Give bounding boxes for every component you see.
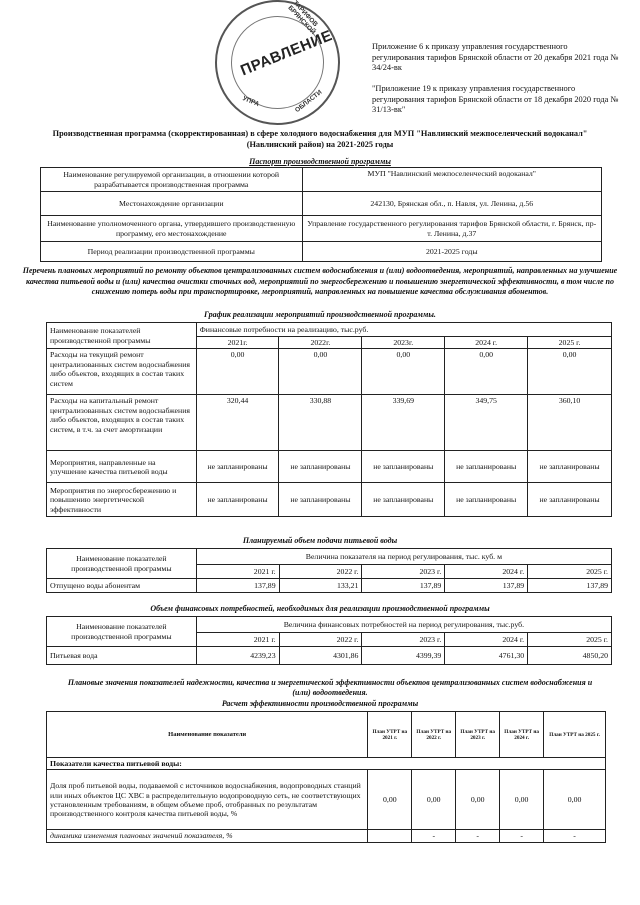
plan-header: План УТРТ на 2023 г. <box>456 712 500 758</box>
appendix-line-1: Приложение 6 к приказу управления государственного регулирования тарифов Брянской области от 20 декабря 2021 года № 34/24-вк <box>372 42 619 72</box>
cell-value: - <box>456 830 500 842</box>
year-header: 2025 г. <box>528 633 612 647</box>
cell-value: 137,89 <box>445 579 528 593</box>
indicators-table <box>46 711 606 843</box>
passport-row <box>41 216 602 242</box>
cell-value: - <box>544 830 606 842</box>
passport-value: 2021-2025 годы <box>302 242 601 262</box>
plan-header: План УТРТ на 2021 г. <box>368 712 412 758</box>
plan-header: План УТРТ на 2022 г. <box>412 712 456 758</box>
measures-header-row <box>47 323 612 337</box>
cell-value: 0,00 <box>528 349 612 395</box>
volume-group-label: Величина показателя на период регулирования, тыс. куб. м <box>196 549 611 565</box>
cell-value: 133,21 <box>279 579 362 593</box>
passport-heading <box>20 157 620 167</box>
table-row <box>47 451 612 483</box>
passport-value: МУП "Навлинский межпоселенческий водоканал" <box>302 168 601 192</box>
row-label: Мероприятия, направленные на улучшение качества питьевой воды <box>47 451 197 483</box>
cell-value: 137,89 <box>528 579 612 593</box>
finance-heading: Объем финансовых потребностей, необходимых для реализации производственной программы <box>150 604 490 613</box>
cell-value: 4239,23 <box>196 647 279 665</box>
appendix-line-2: "Приложение 19 к приказу управления государственного регулирования тарифов Брянской области от 18 декабря 2020 года № 31/13-вк" <box>372 84 619 114</box>
cell-value: не запланированы <box>528 451 612 483</box>
cell-value: не запланированы <box>362 451 445 483</box>
page-title: Производственная программа (скорректированная) в сфере холодного водоснабжения для МУП "Навлинский межпоселенческий водоканал" (Навлинский район) на 2021-2025 годы <box>52 129 588 149</box>
year-header: 2024 г. <box>445 633 528 647</box>
volume-col-label: Наименование показателей производственной программы <box>47 549 197 579</box>
volume-header-row <box>47 549 612 565</box>
cell-value: 0,00 <box>368 770 412 830</box>
plan-header: План УТРТ на 2025 г. <box>544 712 606 758</box>
table-row <box>47 770 606 830</box>
year-header: 2024 г. <box>445 565 528 579</box>
cell-value: - <box>412 830 456 842</box>
table-row <box>47 395 612 451</box>
row-label: Мероприятия по энергосбережению и повышению энергетической эффективности <box>47 483 197 517</box>
row-label: Расходы на капитальный ремонт централизованных систем водоснабжения либо объектов, входящих в состав таких систем, в т.ч. за счет амортизации <box>47 395 197 451</box>
cell-value: - <box>500 830 544 842</box>
indicators-col-label: Наименование показатели <box>47 712 368 758</box>
passport-table <box>40 167 602 262</box>
cell-value: 0,00 <box>412 770 456 830</box>
cell-value <box>368 830 412 842</box>
cell-value: не запланированы <box>528 483 612 517</box>
year-header: 2021 г. <box>196 565 279 579</box>
year-header: 2022 г. <box>279 633 362 647</box>
passport-row <box>41 192 602 216</box>
cell-value: 4761,30 <box>445 647 528 665</box>
row-label: Доля проб питьевой воды, подаваемой с источников водоснабжения, водопроводных станций или иных объектов ЦС ХВС в распределительную водопроводную сеть, не соответствующих установленным требованиям, в общем объеме проб, отобранных по результатам производственного контроля качества питьевой воды, % <box>47 770 368 830</box>
cell-value: 0,00 <box>445 349 528 395</box>
cell-value: 0,00 <box>279 349 362 395</box>
year-header: 2021 г. <box>196 633 279 647</box>
row-label: Расходы на текущий ремонт централизованных систем водоснабжения либо объектов, входящих в состав таких систем <box>47 349 197 395</box>
finance-header-row <box>47 617 612 633</box>
stamp-word: ПРАВЛЕНИЕ <box>238 27 335 80</box>
measures-table <box>46 322 612 517</box>
stamp-ring-top: ТАРИФОВ БРЯНСКОЙ <box>286 0 319 36</box>
passport-value: Управление государственного регулирования тарифов Брянской области, г. Брянск, пр-т. Ленина, д.37 <box>302 216 601 242</box>
year-header: 2021г. <box>196 337 279 349</box>
passport-label: Местонахождение организации <box>41 192 303 216</box>
indicators-section-row <box>47 758 606 770</box>
cell-value: 4399,39 <box>362 647 445 665</box>
year-header: 2022 г. <box>279 565 362 579</box>
indicators-subheading: Расчет эффективности производственной программы <box>221 699 419 708</box>
year-header: 2025 г. <box>528 565 612 579</box>
passport-label: Наименование регулируемой организации, в отношении которой разрабатывается производственная программа <box>41 168 303 192</box>
year-header: 2023 г. <box>362 633 445 647</box>
cell-value: 0,00 <box>196 349 279 395</box>
cell-value: не запланированы <box>279 483 362 517</box>
table-row <box>47 830 606 842</box>
stamp-ring-bottom: ОБЛАСТИ <box>293 88 324 115</box>
year-header: 2023 г. <box>362 565 445 579</box>
official-stamp <box>207 0 348 133</box>
cell-value: 137,89 <box>362 579 445 593</box>
volume-heading: Планируемый объем подачи питьевой воды <box>242 536 398 545</box>
cell-value: 349,75 <box>445 395 528 451</box>
cell-value: 360,10 <box>528 395 612 451</box>
cell-value: не запланированы <box>445 483 528 517</box>
measures-subheading: График реализации мероприятий производственной программы. <box>204 310 436 319</box>
passport-row <box>41 168 602 192</box>
cell-value: 339,69 <box>362 395 445 451</box>
year-header: 2022г. <box>279 337 362 349</box>
cell-value: 320,44 <box>196 395 279 451</box>
measures-heading: Перечень плановых мероприятий по ремонту объектов централизованных систем водоснабжения и (или) водоотведения, мероприятий, направленных на улучшение качества питьевой воды и (или) качества очистки сточных вод, мероприятий по энергосбережению и повышению энергетической эффективности, в том числе по снижению потерь воды при транспортировке, мероприятий, направленных на повышение качества обслуживания абонентов. <box>22 266 618 296</box>
cell-value: 137,89 <box>196 579 279 593</box>
stamp-ring-left: УПРА <box>241 95 261 109</box>
indicators-heading: Плановые значения показателей надежности, качества и энергетической эффективности объектов централизованных систем водоснабжения и (или) водоотведения. <box>67 678 593 697</box>
volume-table <box>46 548 612 593</box>
indicators-section-label: Показатели качества питьевой воды: <box>47 758 606 770</box>
row-label: Отпущено воды абонентам <box>47 579 197 593</box>
passport-row <box>41 242 602 262</box>
table-row <box>47 483 612 517</box>
cell-value: 0,00 <box>362 349 445 395</box>
cell-value: 4850,20 <box>528 647 612 665</box>
passport-heading-text: Паспорт производственной программы <box>249 157 391 166</box>
year-header: 2024 г. <box>445 337 528 349</box>
cell-value: не запланированы <box>279 451 362 483</box>
year-header: 2023г. <box>362 337 445 349</box>
finance-col-label: Наименование показателей производственной программы <box>47 617 197 647</box>
cell-value: 0,00 <box>500 770 544 830</box>
passport-label: Наименование уполномоченного органа, утвердившего производственную программу, его местонахождение <box>41 216 303 242</box>
cell-value: 330,88 <box>279 395 362 451</box>
measures-group-label: Финансовые потребности на реализацию, тыс.руб. <box>196 323 611 337</box>
cell-value: не запланированы <box>445 451 528 483</box>
passport-value: 242130, Брянская обл., п. Навля, ул. Ленина, д.56 <box>302 192 601 216</box>
measures-col-label: Наименование показателей производственной программы <box>47 323 197 349</box>
passport-label: Период реализации производственной программы <box>41 242 303 262</box>
table-row <box>47 647 612 665</box>
cell-value: 0,00 <box>544 770 606 830</box>
cell-value: не запланированы <box>362 483 445 517</box>
row-label: Питьевая вода <box>47 647 197 665</box>
cell-value: не запланированы <box>196 451 279 483</box>
indicators-header-row <box>47 712 606 758</box>
finance-group-label: Величина финансовых потребностей на период регулирования, тыс.руб. <box>196 617 611 633</box>
table-row <box>47 579 612 593</box>
year-header: 2025 г. <box>528 337 612 349</box>
cell-value: 4301,86 <box>279 647 362 665</box>
table-row <box>47 349 612 395</box>
row-label: динамика изменения плановых значений показателя, % <box>47 830 368 842</box>
plan-header: План УТРТ на 2024 г. <box>500 712 544 758</box>
cell-value: не запланированы <box>196 483 279 517</box>
cell-value: 0,00 <box>456 770 500 830</box>
finance-table <box>46 616 612 665</box>
